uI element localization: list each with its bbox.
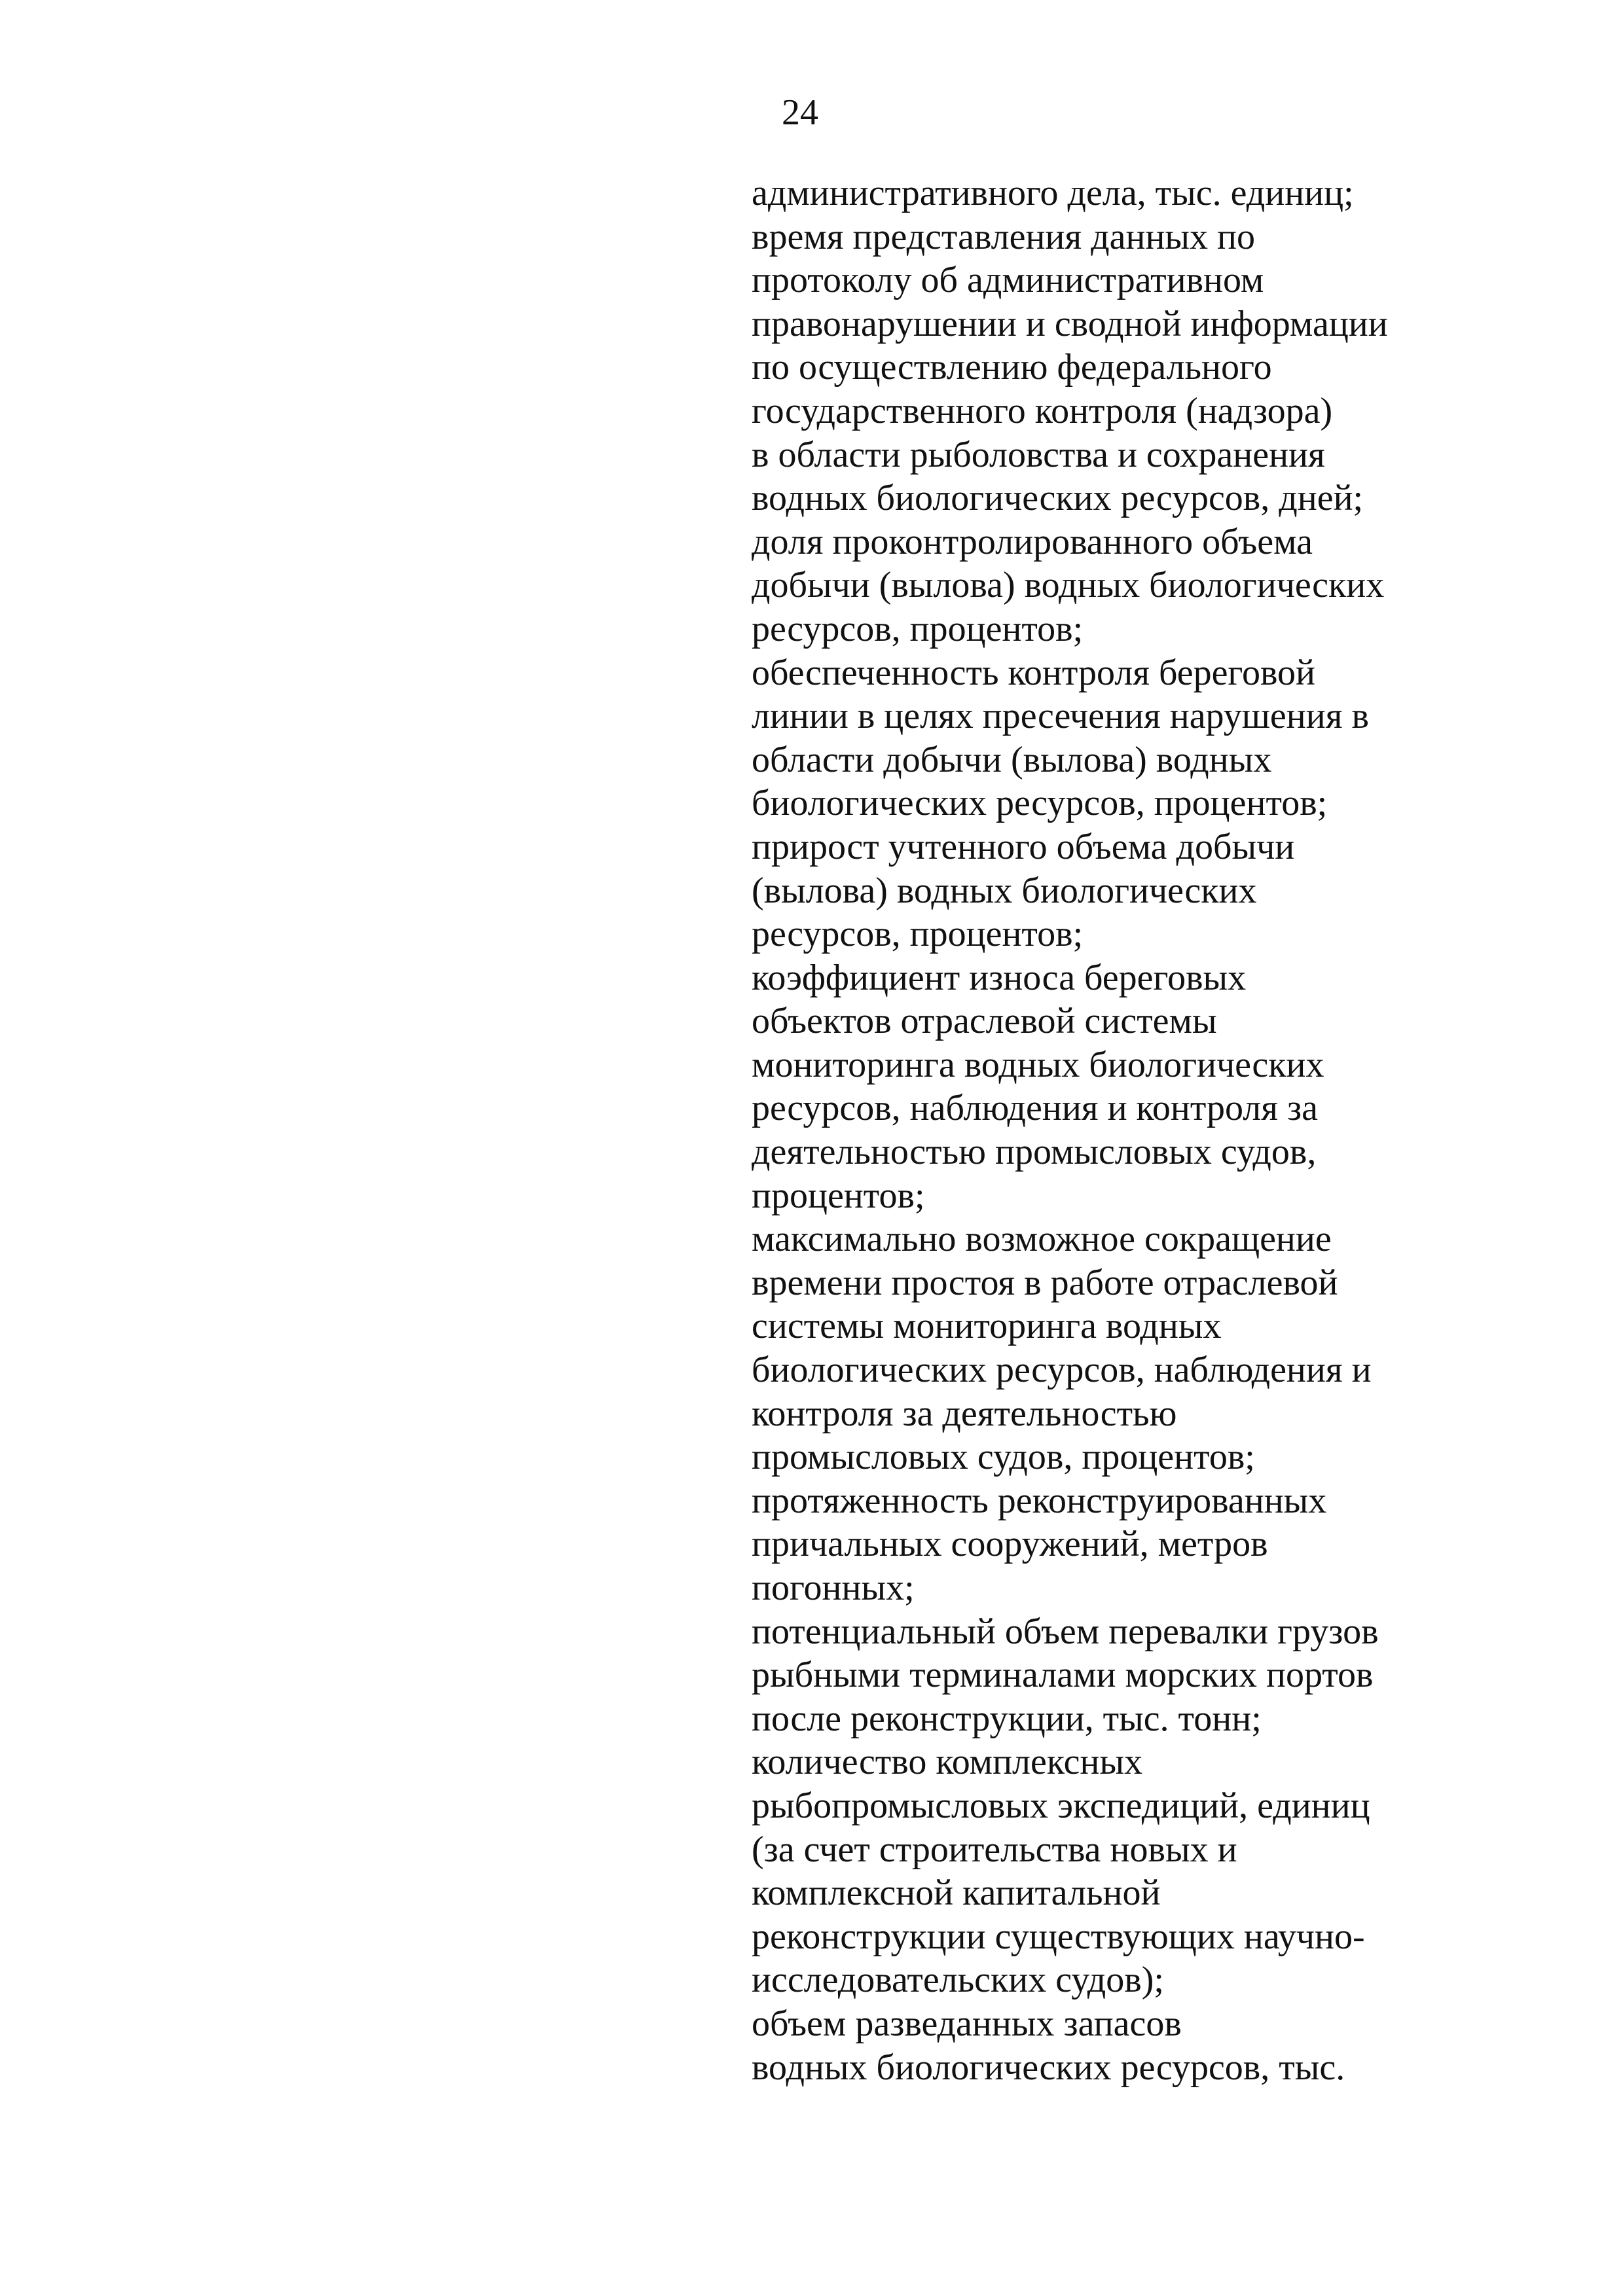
text-line: протяженность реконструированных [752, 1480, 1327, 1521]
text-line: (вылова) водных биологических [752, 870, 1257, 911]
text-line: в области рыболовства и сохранения [752, 434, 1325, 475]
text-line: деятельностью промысловых судов, [752, 1132, 1317, 1173]
text-line: ресурсов, процентов; [752, 608, 1084, 649]
text-line: государственного контроля (надзора) [752, 390, 1333, 431]
text-line: водных биологических ресурсов, тыс. [752, 2047, 1345, 2088]
text-line: процентов; [752, 1175, 925, 1216]
text-line: после реконструкции, тыс. тонн; [752, 1698, 1262, 1739]
text-line: рыбопромысловых экспедиций, единиц [752, 1785, 1370, 1826]
text-line: времени простоя в работе отраслевой [752, 1262, 1338, 1303]
text-line: правонарушении и сводной информации [752, 303, 1388, 344]
text-line: объектов отраслевой системы [752, 1001, 1217, 1042]
text-line: административного дела, тыс. единиц; [752, 173, 1354, 213]
text-line: комплексной капитальной [752, 1873, 1161, 1914]
text-line: биологических ресурсов, наблюдения и [752, 1350, 1372, 1391]
text-line: ресурсов, наблюдения и контроля за [752, 1088, 1318, 1129]
text-line: добычи (вылова) водных биологических [752, 565, 1385, 606]
text-line: время представления данных по [752, 216, 1256, 257]
text-line: исследовательских судов); [752, 1960, 1164, 2001]
text-line: области добычи (вылова) водных [752, 739, 1272, 780]
text-line: реконструкции существующих научно- [752, 1916, 1365, 1957]
text-line: (за счет строительства новых и [752, 1829, 1237, 1870]
text-line: погонных; [752, 1568, 915, 1608]
text-line: мониторинга водных биологических [752, 1044, 1324, 1085]
text-line: рыбными терминалами морских портов [752, 1655, 1374, 1696]
text-line: линии в целях пресечения нарушения в [752, 696, 1369, 737]
text-line: по осуществлению федерального [752, 347, 1272, 388]
text-line: доля проконтролированного объема [752, 521, 1313, 562]
text-line: количество комплексных [752, 1742, 1143, 1783]
text-line: объем разведанных запасов [752, 2003, 1182, 2044]
page-number: 24 [782, 92, 818, 133]
body-text [752, 171, 1472, 2089]
text-line: биологических ресурсов, процентов; [752, 783, 1328, 824]
text-line: контроля за деятельностью [752, 1393, 1177, 1434]
text-line: водных биологических ресурсов, дней; [752, 478, 1364, 519]
text-line: системы мониторинга водных [752, 1306, 1222, 1347]
text-line: потенциальный объем перевалки грузов [752, 1611, 1379, 1652]
text-line: максимально возможное сокращение [752, 1219, 1332, 1260]
text-line: прирост учтенного объема добычи [752, 826, 1295, 867]
text-line: промысловых судов, процентов; [752, 1437, 1255, 1478]
text-line: коэффициент износа береговых [752, 957, 1247, 998]
text-line: ресурсов, процентов; [752, 914, 1084, 955]
text-line: обеспеченность контроля береговой [752, 652, 1316, 693]
text-line: протоколу об административном [752, 260, 1264, 301]
text-line: причальных сооружений, метров [752, 1524, 1268, 1565]
